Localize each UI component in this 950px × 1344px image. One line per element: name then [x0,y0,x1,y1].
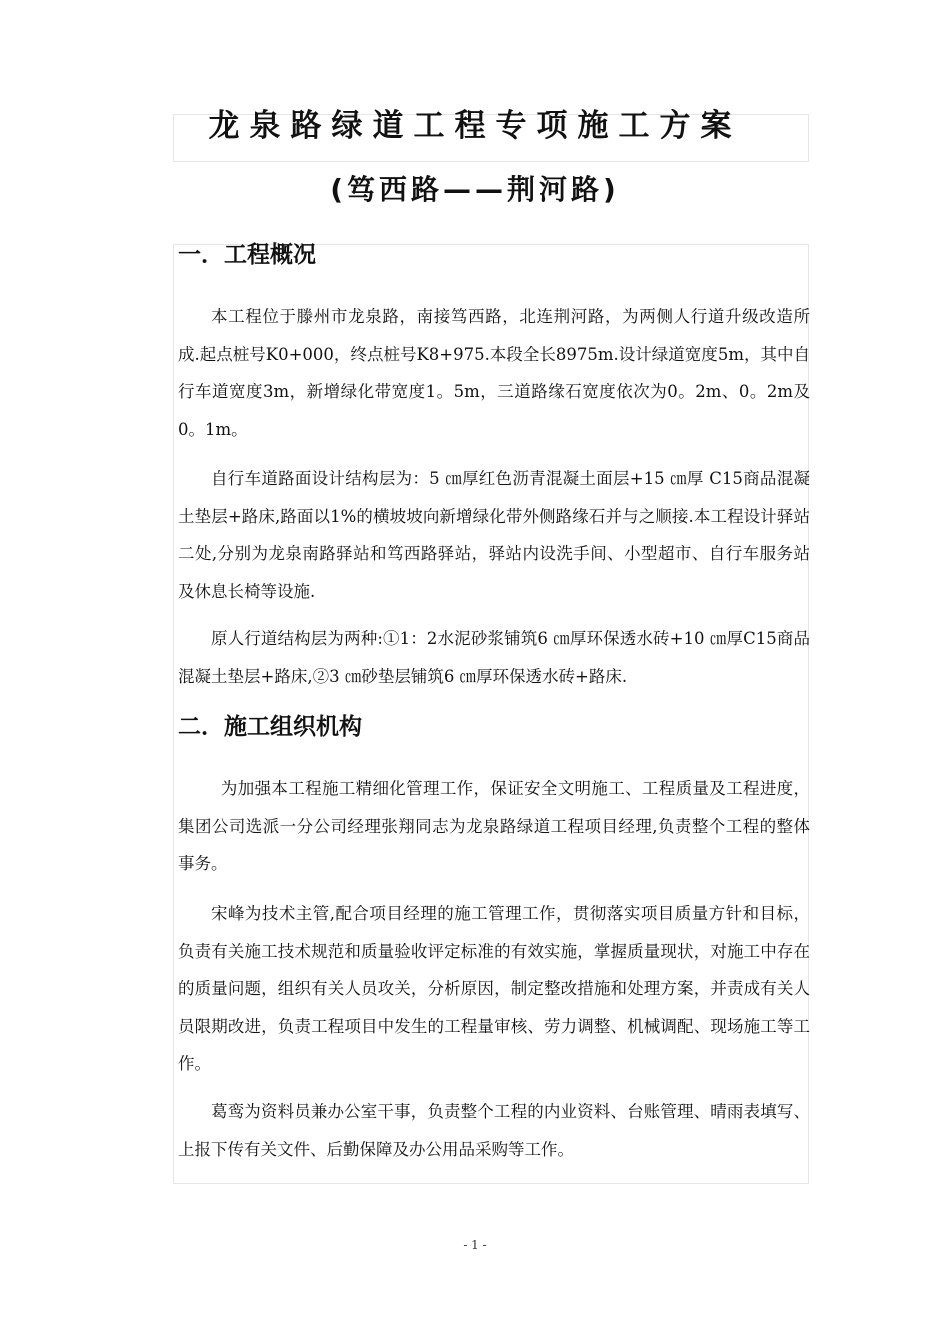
section-heading-overview: 一．工程概况 [178,242,316,268]
document-subtitle: (笃西路——荆河路) [330,173,620,206]
paragraph-overview-bike-lane: 自行车道路面设计结构层为：5 ㎝厚红色沥青混凝土面层+15 ㎝厚 C15商品混凝土垫层+路床,路面以1%的横坡坡向新增绿化带外侧路缘石并与之顺接.本工程设计驿站二处,分别为龙泉南路驿站和笃西路驿站，驿站内设洗手间、小型超市、自行车服务站及休息长椅等设施. [178,469,810,601]
section-heading-organization: 二．施工组织机构 [178,714,362,740]
paragraph-organization-technical: 宋峰为技术主管,配合项目经理的施工管理工作，贯彻落实项目质量方针和目标，负责有关施工技术规范和质量验收评定标准的有效实施，掌握质量现状，对施工中存在的质量问题，组织有关人员攻关，分析原因，制定整改措施和处理方案，并责成有关人员限期改进，负责工程项目中发生的工程量审核、劳力调整、机械调配、现场施工等工作。 [178,904,810,1073]
paragraph-organization-records: 葛鸾为资料员兼办公室干事，负责整个工程的内业资料、台账管理、晴雨表填写、上报下传有关文件、后勤保障及办公用品采购等工作。 [178,1102,810,1159]
paragraph-overview-location: 本工程位于滕州市龙泉路，南接笃西路，北连荆河路，为两侧人行道升级改造所成.起点桩号K0+000，终点桩号K8+975.本段全长8975m.设计绿道宽度5m，其中自行车道宽度3m，新增绿化带宽度1。5m，三道路缘石宽度依次为0。2m、0。2m及0。1m。 [178,307,810,439]
paragraph-overview-sidewalk: 原人行道结构层为两种:①1：2水泥砂浆铺筑6 ㎝厚环保透水砖+10 ㎝厚C15商品混凝土垫层+路床,②3 ㎝砂垫层铺筑6 ㎝厚环保透水砖+路床. [178,629,810,686]
paragraph-organization-manager: 为加强本工程施工精细化管理工作，保证安全文明施工、工程质量及工程进度，集团公司选派一分公司经理张翔同志为龙泉路绿道工程项目经理,负责整个工程的整体事务。 [178,779,810,873]
document-title: 龙泉路绿道工程专项施工方案 [208,108,742,144]
page-number: - 1 - [463,1238,487,1252]
